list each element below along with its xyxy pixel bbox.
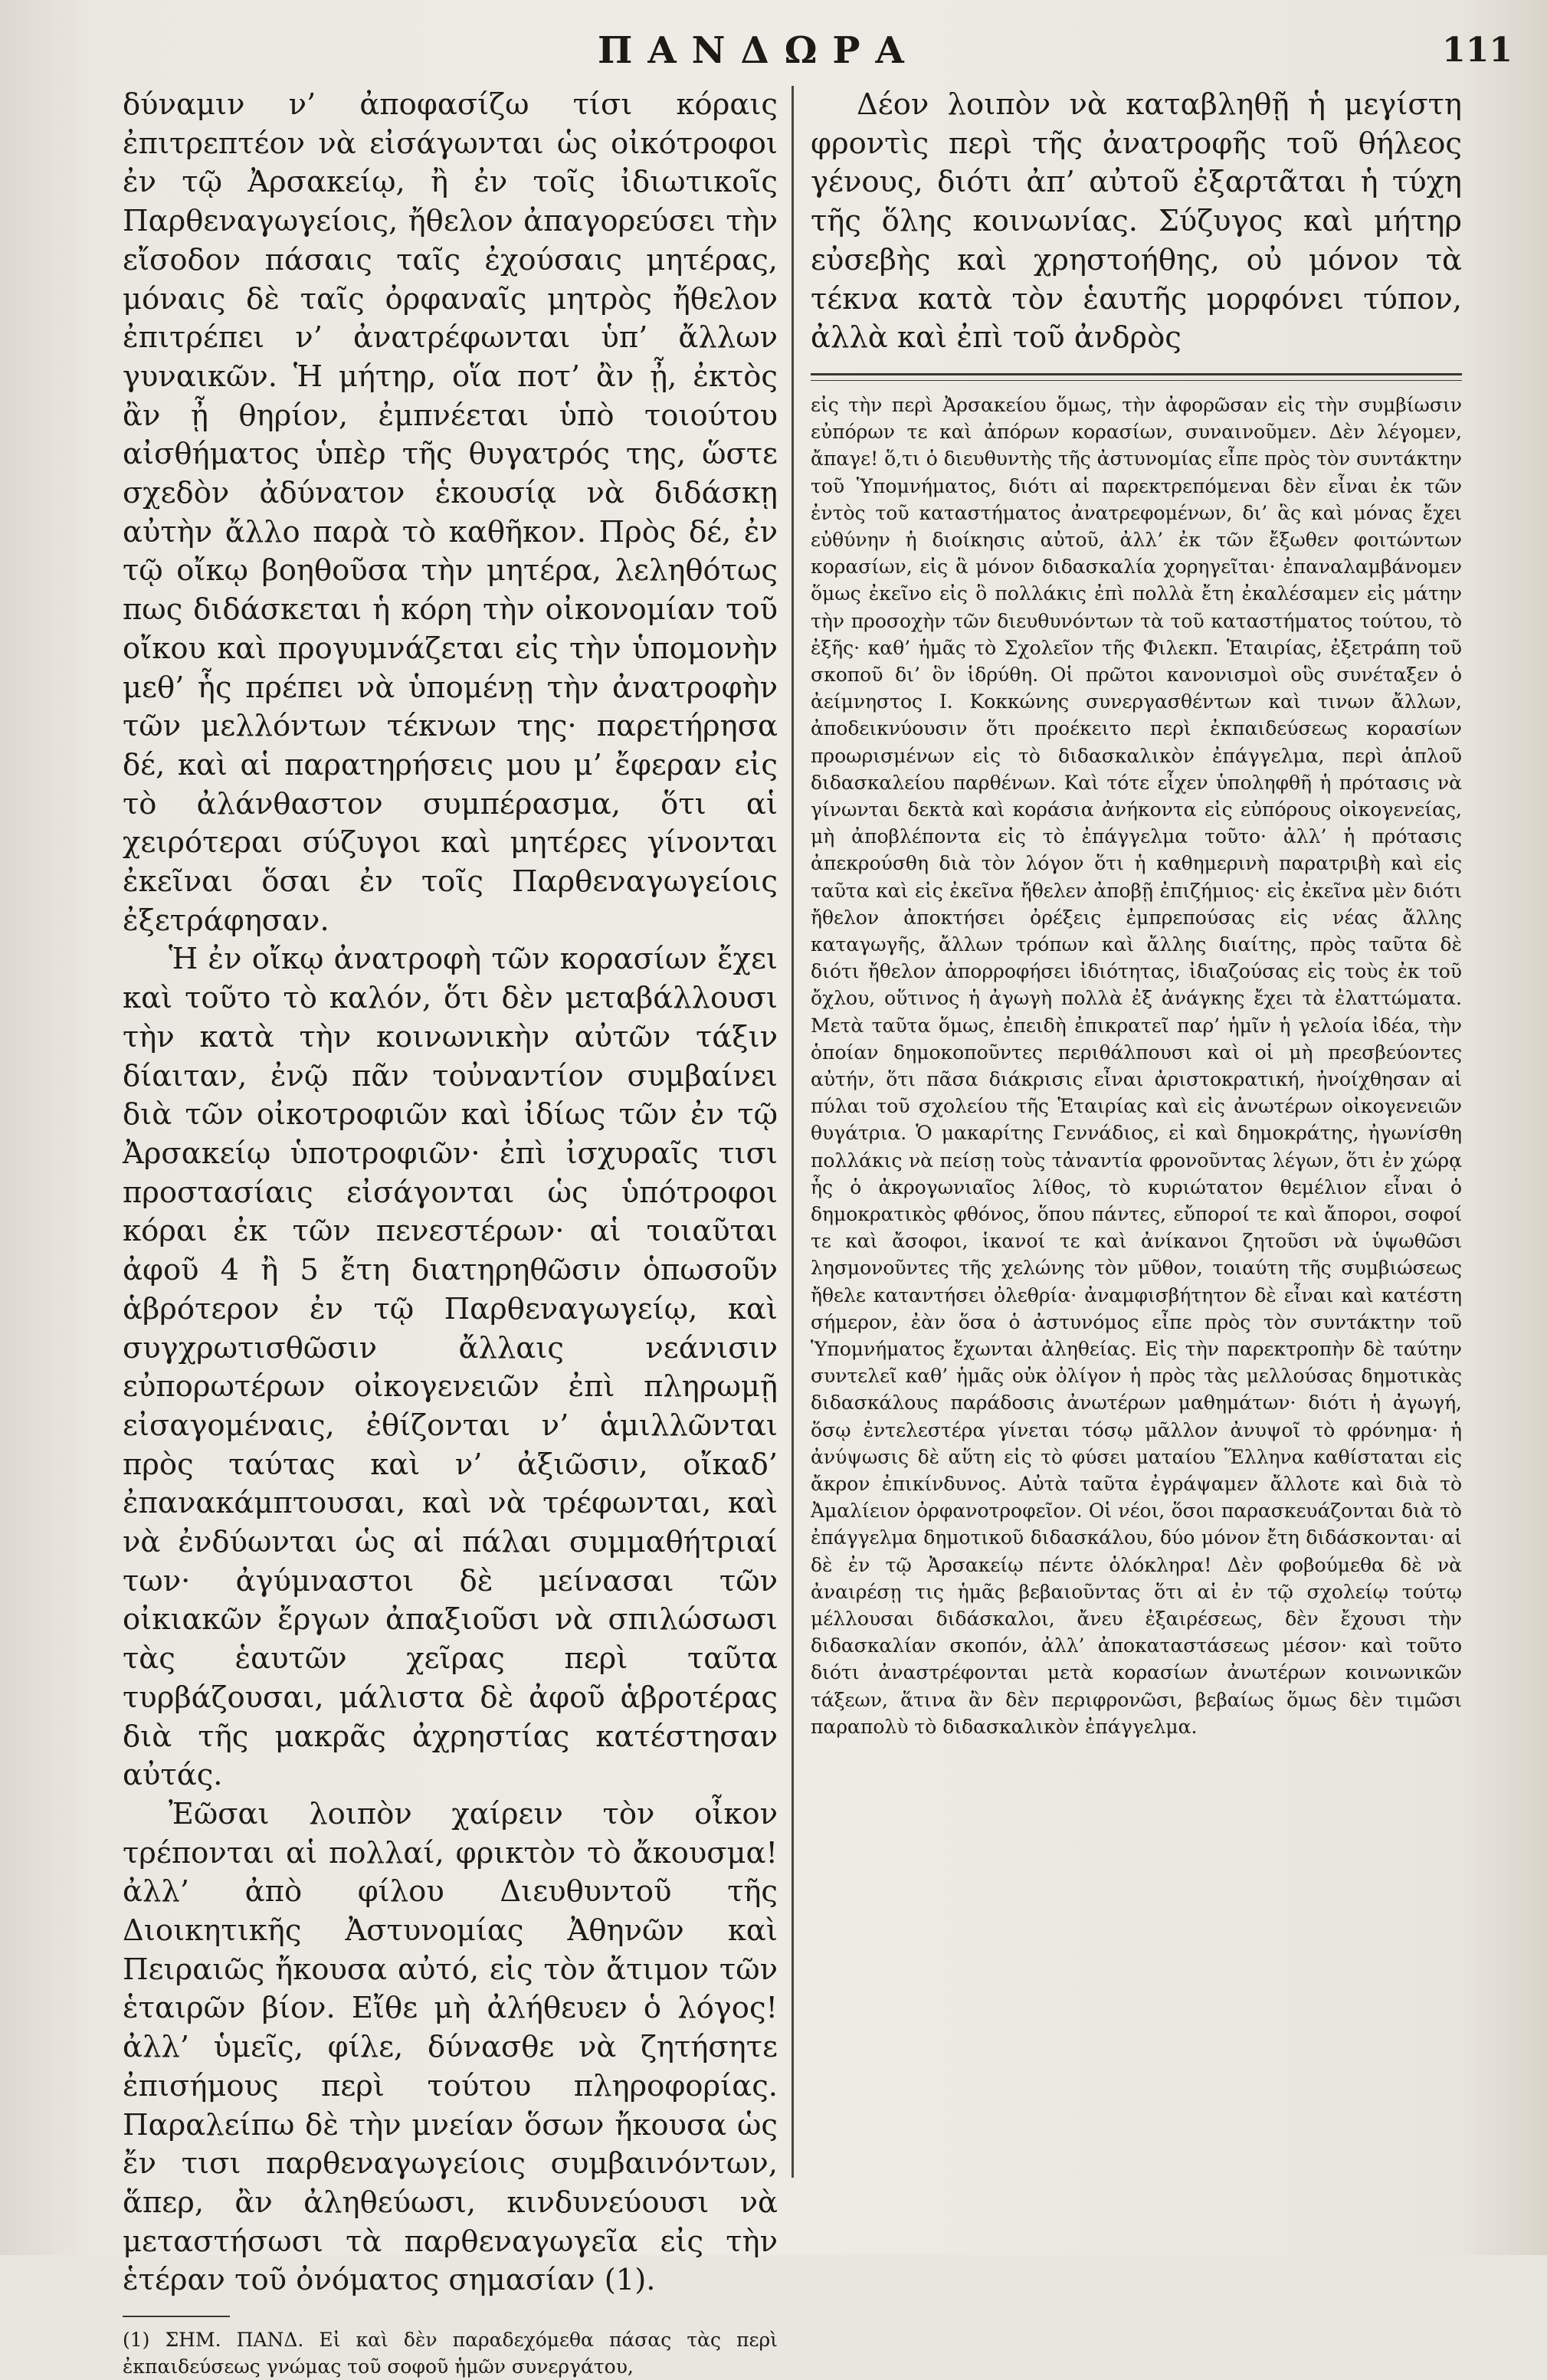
left-column <box>123 86 778 2380</box>
journal-title: ΠΑΝΔΩΡΑ <box>598 29 919 72</box>
article-paragraph: Ἐῶσαι λοιπὸν χαίρειν τὸν οἶκον τρέπονται αἱ πολλαί, φρικτὸν τὸ ἄκουσμα! ἀλλ’ ἀπὸ φίλου Διευθυντοῦ τῆς Διοικητικῆς Ἀστυνομίας Ἀθηνῶν καὶ Πειραιῶς ἤκουσα αὐτό, εἰς τὸν ἄτιμον τῶν ἑταιρῶν βίον. Εἴθε μὴ ἀλήθευεν ὁ λόγος! ἀλλ’ ὑμεῖς, φίλε, δύνασθε νὰ ζητήσητε ἐπισήμους περὶ τούτου πληροφορίας. Παραλείπω δὲ τὴν μνείαν ὅσων ἤκουσα ὡς ἔν τισι παρθεναγωγείοις συμβαινόντων, ἅπερ, ἂν ἀληθεύωσι, κινδυνεύουσι νὰ μεταστήσωσι τὰ παρθεναγωγεῖα εἰς τὴν ἑτέραν τοῦ ὀνόματος σημασίαν (1). <box>123 1796 778 2298</box>
footnote-separator <box>123 2316 230 2317</box>
page-number: 111 <box>1442 31 1513 70</box>
section-separator <box>811 373 1462 381</box>
article-paragraph: δύναμιν ν’ ἀποφασίζω τίσι κόραις ἐπιτρεπτέον νὰ εἰσάγωνται ὡς οἰκότροφοι ἐν τῷ Ἀρσακείῳ, ἢ ἐν τοῖς ἰδιωτικοῖς Παρθεναγωγείοις, ἤθελον ἀπαγορεύσει τὴν εἴσοδον πάσαις ταῖς ἐχούσαις μητέρας, μόναις δὲ ταῖς ὀρφαναῖς μητρὸς ἤθελον ἐπιτρέπει ν’ ἀνατρέφωνται ὑπ’ ἄλλων γυναικῶν. Ἡ μήτηρ, οἵα ποτ’ ἂν ᾖ, ἐκτὸς ἂν ᾖ θηρίον, ἐμπνέεται ὑπὸ τοιούτου αἰσθήματος ὑπὲρ τῆς θυγατρός της, ὥστε σχεδὸν ἀδύνατον ἑκουσίᾳ νὰ διδάσκῃ αὐτὴν ἄλλο παρὰ τὸ καθῆκον. Πρὸς δέ, ἐν τῷ οἴκῳ βοηθοῦσα τὴν μητέρα, λεληθότως πως διδάσκεται ἡ κόρη τὴν οἰκονομίαν τοῦ οἴκου καὶ προγυμνάζεται εἰς τὴν ὑπομονὴν μεθ’ ἧς πρέπει νὰ ὑπομένῃ τὴν ἀνατροφὴν τῶν μελλόντων τέκνων της· παρετήρησα δέ, καὶ αἱ παρατηρήσεις μου μ’ ἔφεραν εἰς τὸ ἀλάνθαστον συμπέρασμα, ὅτι αἱ χειρότεραι σύζυγοι καὶ μητέρες γίνονται ἐκεῖναι ὅσαι ἐν τοῖς Παρθεναγωγείοις ἐξετράφησαν. <box>123 87 778 938</box>
right-column <box>811 86 1462 1740</box>
running-head <box>0 23 1547 84</box>
footnote: (1) ΣΗΜ. ΠΑΝΔ. Εἰ καὶ δὲν παραδεχόμεθα πάσας τὰς περὶ ἐκπαιδεύσεως γνώμας τοῦ σοφοῦ ἡμῶν συνεργάτου, <box>123 2329 778 2378</box>
footnote-continuation: εἰς τὴν περὶ Ἀρσακείου ὅμως, τὴν ἀφορῶσαν εἰς τὴν συμβίωσιν εὐπόρων τε καὶ ἀπόρων κορασίων, συναινοῦμεν. Δὲν λέγομεν, ἄπαγε! ὅ,τι ὁ διευθυντὴς τῆς ἀστυνομίας εἶπε πρὸς τὸν συντάκτην τοῦ Ὑπομνήματος, διότι αἱ παρεκτρεπόμεναι δὲν εἶναι ἐκ τῶν ἐντὸς τοῦ καταστήματος ἀνατρεφομένων, δι’ ἃς καὶ μόνας ἔχει εὐθύνην ἡ διοίκησις αὐτοῦ, ἀλλ’ ἐκ τῶν ἔξωθεν φοιτώντων κορασίων, εἰς ἃ μόνον διδασκαλία χορηγεῖται· ἐπαναλαμβάνομεν ὅμως ἐκεῖνο εἰς ὃ πολλάκις ἐπὶ πολλὰ ἔτη ἐκαλέσαμεν εἰς μάτην τὴν προσοχὴν τῶν διευθυνόντων τὰ τοῦ καταστήματος τούτου, τὸ ἐξῆς· καθ’ ἡμᾶς τὸ Σχολεῖον τῆς Φιλεκπ. Ἑταιρίας, ἐξετράπη τοῦ σκοποῦ δι’ ὃν ἱδρύθη. Οἱ πρῶτοι κανονισμοὶ οὓς συνέταξεν ὁ ἀείμνηστος Ι. Κοκκώνης συνεργασθέντων καὶ τινων ἄλλων, ἀποδεικνύουσιν ὅτι προέκειτο περὶ ἐκπαιδεύσεως κορασίων προωρισμένων εἰς τὸ διδασκαλικὸν ἐπάγγελμα, περὶ ἁπλοῦ διδασκαλείου παρθένων. Καὶ τότε εἶχεν ὑποληφθῆ ἡ πρότασις νὰ γίνωνται δεκτὰ καὶ κοράσια ἀνήκοντα εἰς εὐπόρους οἰκογενείας, μὴ ἀποβλέποντα εἰς τὸ ἐπάγγελμα τοῦτο· ἀλλ’ ἡ πρότασις ἀπεκρούσθη διὰ τὸν λόγον ὅτι ἡ καθημερινὴ παρατριβὴ καὶ εἰς ταῦτα καὶ εἰς ἐκεῖνα ἤθελεν ἀποβῇ ἐπιζήμιος· εἰς ἐκεῖνα μὲν διότι ἤθελον ἀποκτήσει ὀρέξεις ἐμπρεπούσας εἰς νέας ἄλλης καταγωγῆς, ἄλλων τρόπων καὶ ἄλλης διαίτης, πρὸς ταῦτα δὲ διότι ἤθελον ἀπορροφήσει ἰδιότητας, ἰδιαζούσας εἰς τοὺς ἐκ τοῦ ὄχλου, οὕτινος ἡ ἀγωγὴ πολλὰ ἐξ ἀνάγκης ἔχει τὰ ἐλαττώματα. Μετὰ ταῦτα ὅμως, ἐπειδὴ ἐπικρατεῖ παρ’ ἡμῖν ἡ γελοία ἰδέα, τὴν ὁποίαν δημοκοποῦντες περιθάλπουσι καὶ οἱ μὴ πρεσβεύοντες αὐτήν, ὅτι πᾶσα διάκρισις εἶναι ἀριστοκρατική, ἠνοίχθησαν αἱ πύλαι τοῦ σχολείου τῆς Ἑταιρίας καὶ εἰς ἀνωτέρων οἰκογενειῶν θυγάτρια. Ὁ μακαρίτης Γεννάδιος, εἰ καὶ δημοκράτης, ἠγωνίσθη πολλάκις νὰ πείσῃ τοὺς τἀναντία φρονοῦντας λέγων, ὅτι ἐν χώρᾳ ἧς ὁ ἀκρογωνιαῖος λίθος, τὸ κυριώτατον θεμέλιον εἶναι ὁ δημοκρατικὸς φθόνος, ὅπου πάντες, εὔποροί τε καὶ ἄποροι, σοφοί τε καὶ ἄσοφοι, ἱκανοί τε καὶ ἀνίκανοι ζητοῦσι νὰ ὑψωθῶσι λησμονοῦντες τῆς χελώνης τὸν μῦθον, τοιαύτη τῆς συμβιώσεως ἤθελε καταντήσει ὀλεθρία· ἀναμφισβήτητον δὲ εἶναι καὶ κατέστη σήμερον, ἐὰν ὅσα ὁ ἀστυνόμος εἶπε πρὸς τὸν συντάκτην τοῦ Ὑπομνήματος ἔχωνται ἀληθείας. Εἰς τὴν παρεκτροπὴν δὲ ταύτην συντελεῖ καθ’ ἡμᾶς οὐκ ὀλίγον ἡ πρὸς τὰς μελλούσας δημοτικὰς διδασκάλους παράδοσις ἀνωτέρων μαθημάτων· διότι ἡ ἀγωγή, ὅσῳ ἐντελεστέρα γίνεται τόσῳ μᾶλλον ἀνυψοῖ τὸ φρόνημα· ἡ ἀνύψωσις δὲ αὕτη εἰς τὸ φύσει ματαίου Ἕλληνα καθίσταται εἰς ἄκρον ἐπικίνδυνος. Αὐτὰ ταῦτα ἐγράψαμεν ἄλλοτε καὶ διὰ τὸ Ἀμαλίειον ὀρφανοτροφεῖον. Οἱ νέοι, ὅσοι παρασκευάζονται διὰ τὸ ἐπάγγελμα δημοτικοῦ διδασκάλου, δύο μόνον ἔτη διδάσκονται· αἱ δὲ ἐν τῷ Ἀρσακείῳ πέντε ὁλόκληρα! Δὲν φοβούμεθα δὲ νὰ ἀναιρέσῃ τις ἡμᾶς βεβαιοῦντας ὅτι αἱ ἐν τῷ σχολείῳ τούτῳ μέλλουσαι διδάσκαλοι, ἄνευ ἐξαιρέσεως, δὲν ἔχουσι τὴν διδασκαλίαν σκοπόν, ἀλλ’ ἀποκαταστάσεως μέσον· καὶ τοῦτο διότι ἀναστρέφονται μετὰ κορασίων ἀνωτέρων κοινωνικῶν τάξεων, ἅτινα ἂν δὲν περιφρονῶσι, βεβαίως ὅμως δὲν τιμῶσι παραπολὺ τὸ διδασκαλικὸν ἐπάγγελμα. <box>811 393 1462 1738</box>
article-paragraph: Δέον λοιπὸν νὰ καταβληθῇ ἡ μεγίστη φροντὶς περὶ τῆς ἀνατροφῆς τοῦ θήλεος γένους, διότι ἀπ’ αὐτοῦ ἐξαρτᾶται ἡ τύχη τῆς ὅλης κοινωνίας. Σύζυγος καὶ μήτηρ εὐσεβὴς καὶ χρηστοήθης, οὐ μόνον τὰ τέκνα κατὰ τὸν ἑαυτῆς μορφόνει τύπον, ἀλλὰ καὶ ἐπὶ τοῦ ἀνδρὸς <box>811 87 1462 356</box>
column-divider <box>792 86 794 2178</box>
article-paragraph: Ἡ ἐν οἴκῳ ἀνατροφὴ τῶν κορασίων ἔχει καὶ τοῦτο τὸ καλόν, ὅτι δὲν μεταβάλλουσι τὴν κατὰ τὴν κοινωνικὴν αὐτῶν τάξιν δίαιταν, ἐνῷ πᾶν τοὐναντίον συμβαίνει διὰ τῶν οἰκοτροφιῶν καὶ ἰδίως τῶν ἐν τῷ Ἀρσακείῳ ὑποτροφιῶν· ἐπὶ ἰσχυραῖς τισι προστασίαις εἰσάγονται ὡς ὑπότροφοι κόραι ἐκ τῶν πενεστέρων· αἱ τοιαῦται ἀφοῦ 4 ἢ 5 ἔτη διατηρηθῶσιν ὁπωσοῦν ἁβρότερον ἐν τῷ Παρθεναγωγείῳ, καὶ συγχρωτισθῶσιν ἄλλαις νεάνισιν εὐπορωτέρων οἰκογενειῶν ἐπὶ πληρωμῇ εἰσαγομέναις, ἐθίζονται ν’ ἁμιλλῶνται πρὸς ταύτας καὶ ν’ ἀξιῶσιν, οἴκαδ’ ἐπανακάμπτουσαι, καὶ νὰ τρέφωνται, καὶ νὰ ἐνδύωνται ὡς αἱ πάλαι συμμαθήτριαί των· ἀγύμναστοι δὲ μείνασαι τῶν οἰκιακῶν ἔργων ἀπαξιοῦσι νὰ σπιλώσωσι τὰς ἑαυτῶν χεῖρας περὶ ταῦτα τυρβάζουσαι, μάλιστα δὲ ἀφοῦ ἁβροτέρας διὰ τῆς μακρᾶς ἀχρηστίας κατέστησαν αὐτάς. <box>123 942 778 1793</box>
